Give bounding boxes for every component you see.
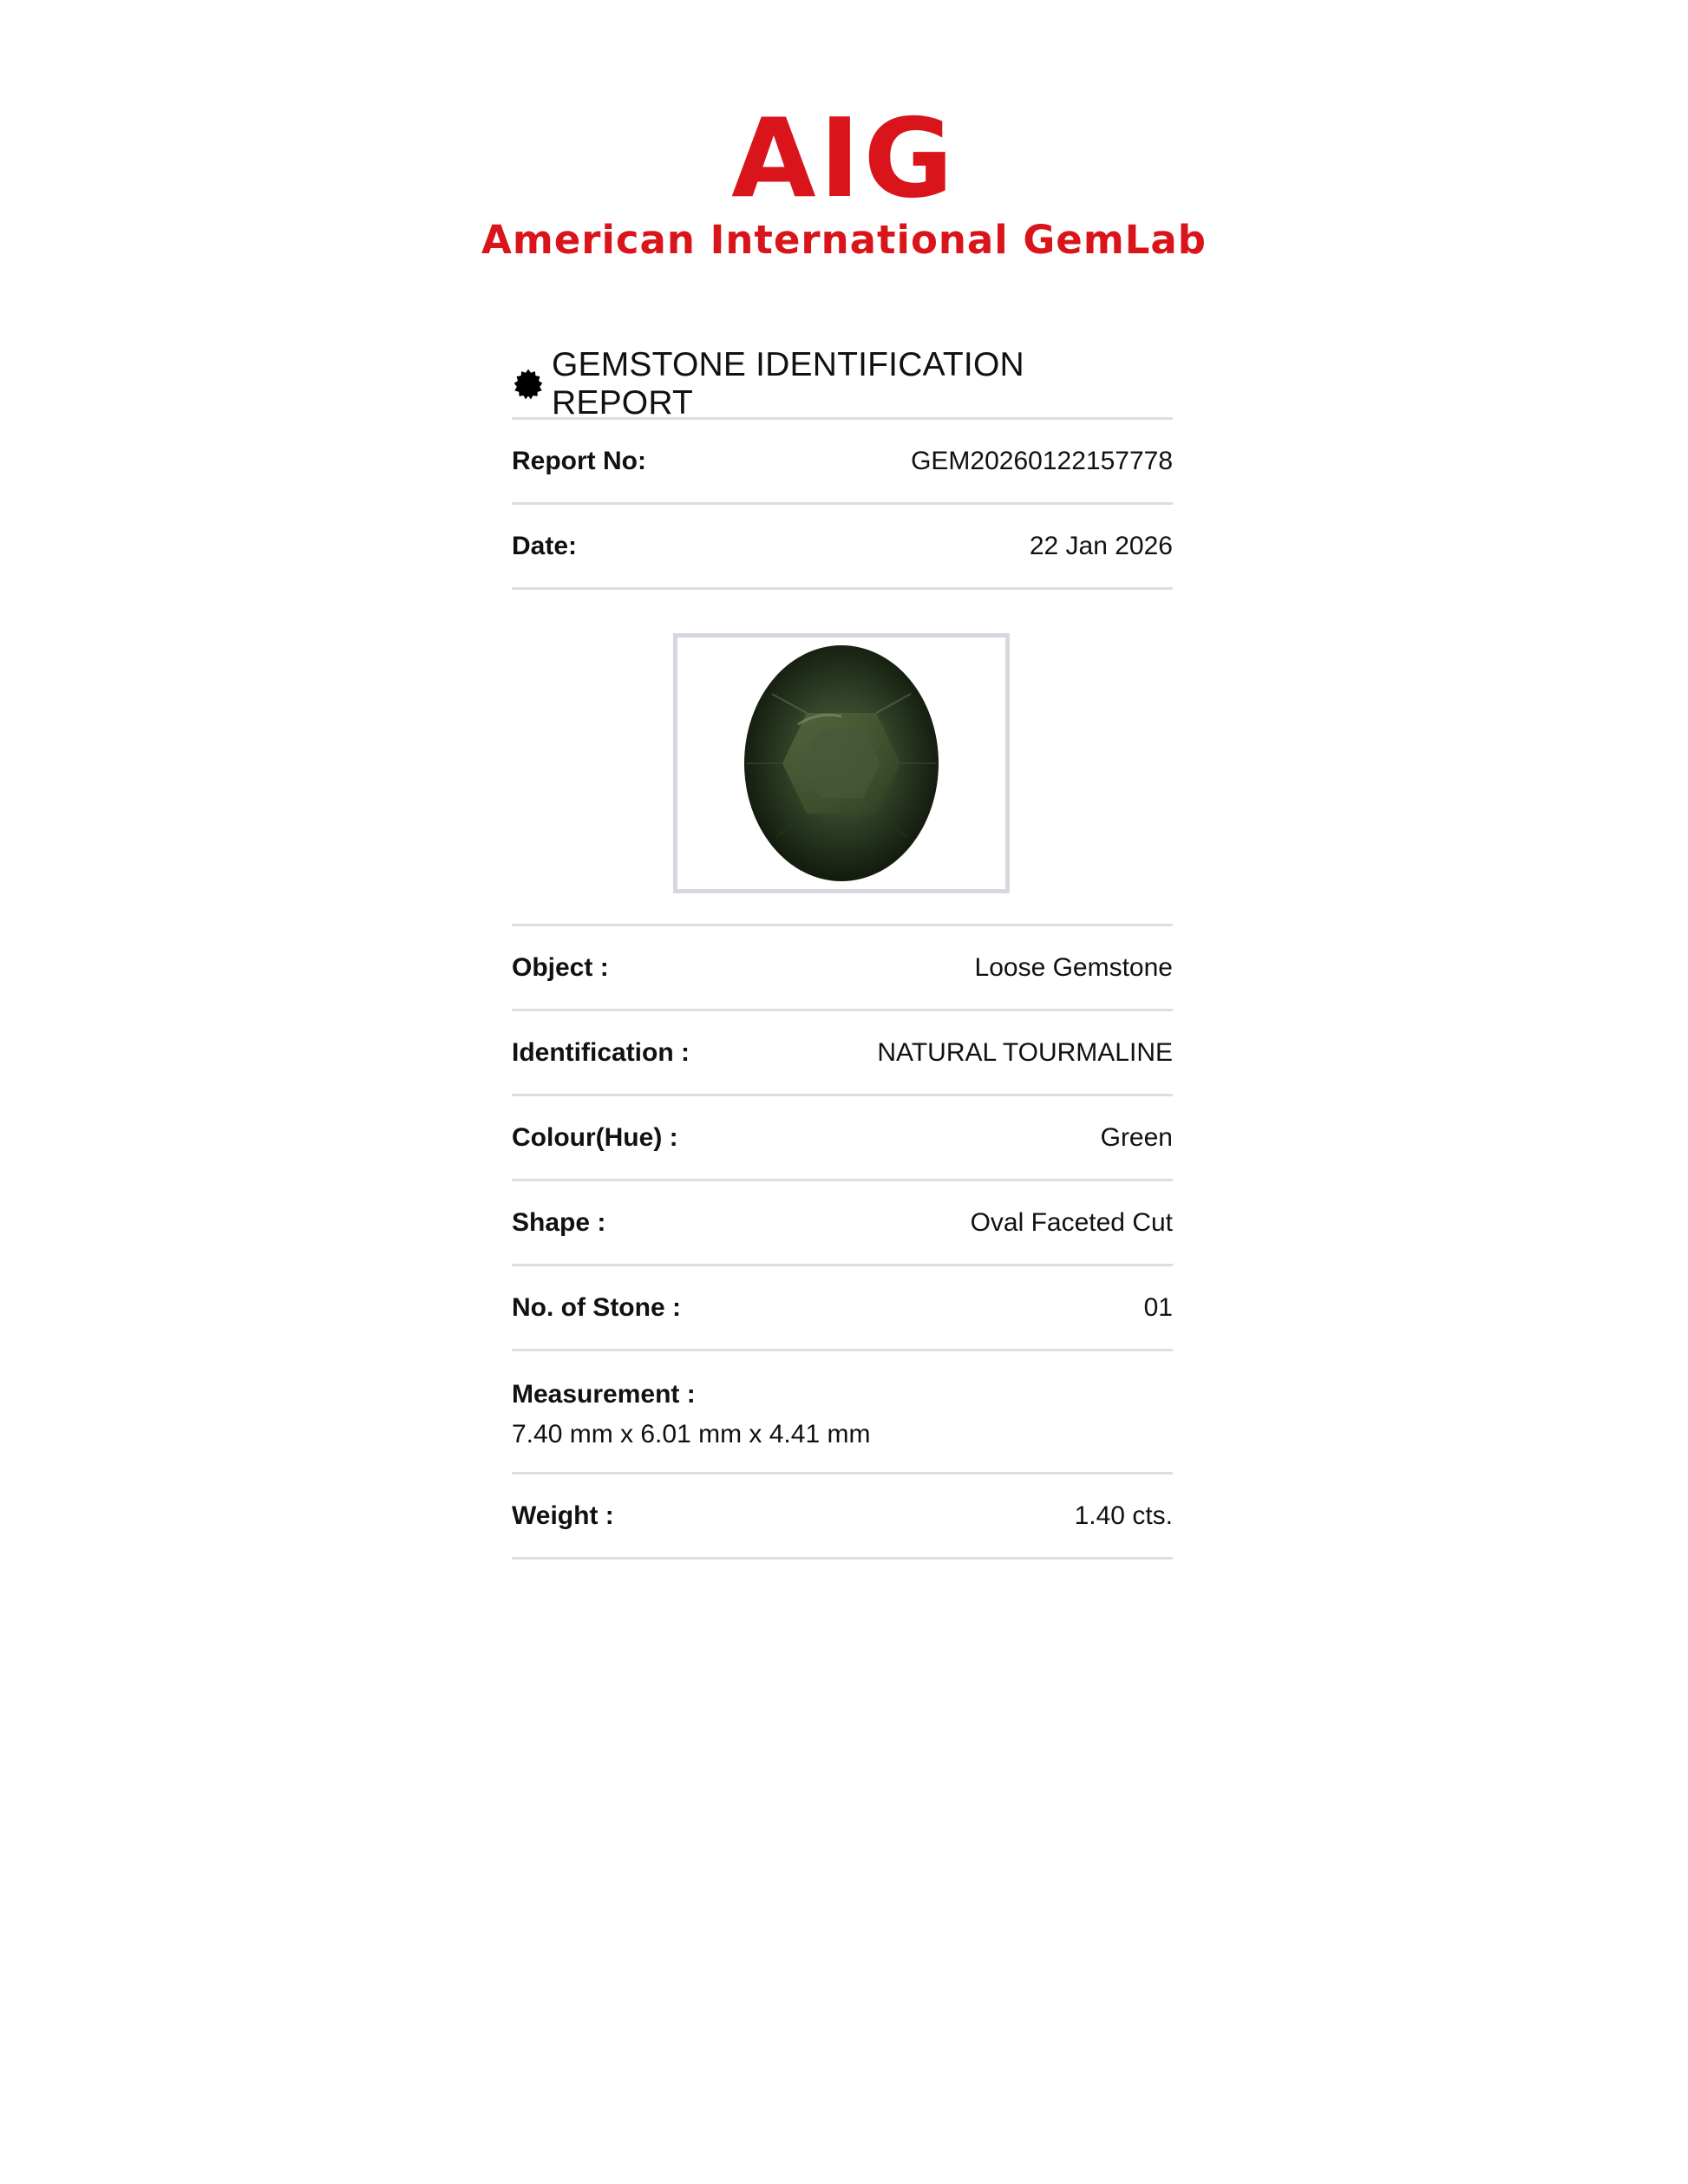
- report-no-label: Report No:: [512, 446, 646, 475]
- measurement-row: [512, 1351, 1173, 1475]
- identification-row: [512, 1011, 1173, 1096]
- identification-label: Identification :: [512, 1037, 690, 1067]
- shape-row: [512, 1181, 1173, 1266]
- report-title: GEMSTONE IDENTIFICATION REPORT: [552, 346, 1024, 422]
- report-no-value: GEM20260122157778: [911, 446, 1173, 475]
- gem-image-frame: [673, 633, 1010, 893]
- stones-row: [512, 1266, 1173, 1351]
- object-label: Object :: [512, 952, 609, 982]
- colour-label: Colour(Hue) :: [512, 1122, 678, 1152]
- shape-value: Oval Faceted Cut: [970, 1207, 1173, 1237]
- identification-value: NATURAL TOURMALINE: [877, 1037, 1173, 1067]
- stones-value: 01: [1143, 1292, 1173, 1322]
- date-value: 22 Jan 2026: [1029, 531, 1173, 560]
- stones-label: No. of Stone :: [512, 1292, 681, 1322]
- gem-image-area: [512, 590, 1173, 926]
- weight-label: Weight :: [512, 1501, 614, 1530]
- object-value: Loose Gemstone: [974, 952, 1173, 982]
- date-row: [512, 505, 1173, 590]
- weight-value: 1.40 cts.: [1074, 1501, 1173, 1530]
- date-label: Date:: [512, 531, 578, 560]
- report-no-row: [512, 420, 1173, 505]
- aig-logo: [0, 95, 1688, 263]
- measurement-value: 7.40 mm x 6.01 mm x 4.41 mm: [512, 1420, 871, 1448]
- weight-row: [512, 1475, 1173, 1560]
- badge-icon: [512, 368, 545, 401]
- logo-lab-name: American International GemLab: [481, 217, 1207, 263]
- gemstone-photo: [737, 642, 945, 885]
- report-header: [512, 346, 1173, 422]
- colour-row: [512, 1096, 1173, 1181]
- shape-label: Shape :: [512, 1207, 606, 1237]
- colour-value: Green: [1100, 1122, 1173, 1152]
- report-card: [512, 346, 1173, 1560]
- logo-mark: AIG: [731, 95, 957, 222]
- measurement-label: Measurement :: [512, 1380, 696, 1409]
- object-row: [512, 926, 1173, 1011]
